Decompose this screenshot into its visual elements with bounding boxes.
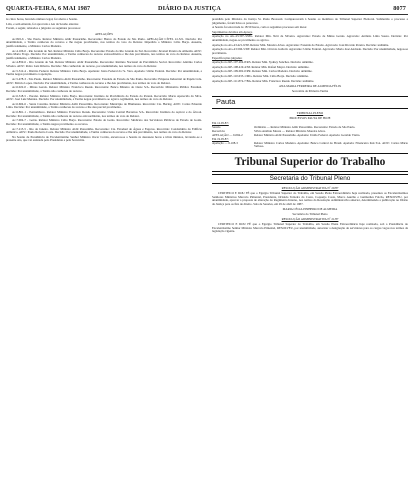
header-page-number: 8077 [393, 5, 406, 12]
pauta-key: Recorrido: [212, 128, 226, 133]
resolution-text: CERTIFICO E DOU FÉ que o Egrégio Tribunal Superior do Trabalho, em Sessão Plena Extraordinária hoje realizada, presentes os Excelentíssimos Senhores Ministros Marcelo Pimentel, Presidente, Orlando Teixeira da Costa, Coqueijo Costa, Marco Aurélio e Guimarães Falcão, RESOLVEU, por unanimidade, aprovar a proposta de alteração do Regimento Interno, nos termos da Resolução Administrativa anterior, determinando a publicação no Diário da Justiça para os fins de direito. Sala de Sessões, em 29 de abril de 1987. [212, 190, 408, 206]
page-header [6, 4, 408, 15]
closing-paragraph: Na Sessão de Presidência do Excelentíssimo Senhor Ministro Oscar Corrêa, encerrou-se a Sessão às dezessete horas e trinta minutos, lavrando-se a presente Ata, que vai assinada pelo Presidente e pela Secretária. [6, 134, 202, 143]
entry: Apelação no RE-110.635-1/MG. Relator Min. Célio Borja. Decisão: unânime. [212, 74, 309, 79]
case-entry: Ac.5.478-3 - São Paulo. Relator Ministro Aldir Passarinho. Recorrente: Fazenda do Estado de São Paulo. Recorrido: Empresa Industrial de Papéis Ltda. ADV.: Márcio Lopes. Decisão: Por unanimidade, a Turma conheceu do recurso e lhe deu provimento, nos termos do voto do Relator. [6, 76, 202, 85]
header-date: QUARTA-FEIRA, 6 MAI 1987 [6, 5, 91, 12]
pauta-date: Em 19.05.87: [212, 136, 229, 141]
case-entry: Ac.6.022-0 - Minas Gerais. Relator Ministro Francisco Rezek. Recorrente: Banco Mineiro do Oeste S/A. Recorrido: Ministério Público Estadual. Decisão: Por unanimidade, a Turma não conheceu do recurso. [6, 85, 202, 93]
case-entry: Ac.6.861-1 - Pernambuco. Relator Ministro Francisco Rezek. Recorrente: Usina Central Barreiros S/A. Recorrido: Instituto do Açúcar e do Álcool. Decisão: Por unanimidade, a Turma não conheceu do recurso extraordinário, nos termos do voto do Relator. [6, 110, 202, 118]
pauta-key: APELAÇÃO — 6.094-2 [212, 132, 243, 137]
pauta-row [212, 134, 408, 138]
note-paragraph: A Sessão foi encerrada às 18:50 horas, com os seguintes processos em mesa: [212, 25, 307, 30]
entry: Apelação no RE-107.204-8/RS. Relator Min. Sydney Sanches. Decisão: unânime. [212, 60, 314, 64]
signature-role: Secretária do Tribunal Pleno [292, 211, 328, 216]
entry: Apelação no AG-43.421-9/SP. Relator Min. Moreira Alves. Agravante: Fazenda do Estado. Agravado: José Ricardo Pereira. Decisão: unânime. [212, 42, 390, 47]
pauta-date: Em 12.05.87: [212, 121, 229, 126]
case-entry: Ac.4.106-0 - Rio Grande do Sul. Relator Ministro Célio Borja. Recorrente: Estado do Rio Grande do Sul. Recorrido: Juvenal Pereira de Almeida. ADV.: Zélia Maria Fraga. Decisão: Por unanimidade, a Turma conheceu do recurso extraordinário e lhe deu provimento, nos termos do voto do Relator. Ausente, justificadamente, o Ministro Carlos Madeira. [6, 48, 202, 60]
case-entry: Ac.7.004-7 - Goiás. Relator Ministro Célio Borja. Recorrente: Estado de Goiás. Recorrido: Sindicato dos Servidores Públicos do Estado de Goiás. Decisão: Por unanimidade, a Turma negou provimento ao recurso. [6, 118, 202, 126]
case-entry: Ac.6.604-6 - Santa Catarina. Relator Ministro Aldir Passarinho. Recorrente: Município de Blumenau. Recorrida: Cia. Hering. ADV.: Carlos Eduardo Lima. Decisão: Por unanimidade, a Turma conheceu do recurso e lhe deu parcial provimento. [6, 101, 202, 110]
pauta-value: Silvio Antônio Moura — Relator Ministro Moreira Alves. [254, 128, 326, 133]
pauta-key: Sessão [212, 124, 221, 129]
signature-name: ANA MARIA FERREIRA DE ALMEIDA FÉLIX [278, 84, 342, 89]
case-entry: Ac.7.215-5 - Rio de Janeiro. Relator Ministro Aldir Passarinho. Recorrente: Cia. Estadual de Águas e Esgotos. Recorrido: Condomínio do Edifício Atlântico. ADV.: Paulo Roberto Costa. Decisão: Por unanimidade, a Turma conheceu do recurso e lhe deu provimento, nos termos do voto do Relator. [6, 126, 202, 135]
newspaper-page [6, 4, 408, 496]
intro-paragraph: presidida pelo Ministro da Justiça Sr. Paulo Brossard. Compareceram à Sessão os membros do Tribunal Superior Eleitoral. Submetido o processo a julgamento, foram lidos os pareceres. [212, 17, 408, 25]
pauta-value: Relator Ministro Carlos Madeira. Apelante: Banco Central do Brasil. Apelada: Financeira Itaú S/A. ADV.: Carlos Mário Velloso. [254, 140, 408, 149]
pauta-value: Ordinária — Relator Ministro Aldir Passarinho. Recorrente: Estado de São Paulo. [254, 124, 356, 129]
pauta-title: Pauta [212, 96, 408, 109]
pauta-subtitle: TRIBUNAL PLENO [296, 110, 324, 115]
secretaria-title: Secretaria do Tribunal Pleno [212, 174, 408, 184]
case-entry: Ac.845-6 - São Paulo. Relator Ministro Aldir Passarinho. Recorrente: Banco do Estado de São Paulo. APELAÇÃO CÍVEL 41.321. Decisão: Por unanimidade, a Turma conheceu do recurso e lhe negou provimento, nos termos do voto do Relator. Impedido o Ministro Célio Borja. Ausente, justificadamente, o Ministro Carlos Madeira. [6, 36, 202, 48]
right-column [212, 18, 408, 235]
case-entry: Ac.5.312-4 - Distrito Federal. Relator Ministro Célio Borja. Apelante: Juízo Federal da 7a. Vara. Apelado: União Federal. Decisão: Por unanimidade, a Turma negou provimento à apelação. [6, 68, 202, 77]
entry: Apelação no AG-43.397-3/MG. Relator Min. Néri da Silveira. Agravante: Estado de Minas Gerais. Agravado: Antônio Lima Souza. Decisão: Por unanimidade, negou-se provimento ao agravo. [212, 34, 408, 42]
entry: Apelação no RE-108.419-4/SP. Relator Min. Rafael Mayer. Decisão: unânime. [212, 64, 310, 69]
header-publication: DIÁRIO DA JUSTIÇA [158, 5, 221, 12]
tribunal-title: Tribunal Superior do Trabalho [212, 153, 408, 172]
left-column [6, 18, 202, 144]
intro-line: às cinco horas, havendo número legal, foi aberta a Sessão. [6, 17, 78, 21]
resolution-title: RESOLUÇÃO ADMINISTRATIVA Nº 21/87 [281, 217, 339, 222]
pauta-key: Apelação — 6.108-3 [212, 140, 238, 145]
entry: Apelação no RE-109.002-0/PR. Relator Min. Carlos Madeira. Decisão: unânime. [212, 69, 313, 74]
intro-line: Lida, e sem emenda, foi aprovada a Ata da Sessão anterior. [6, 21, 79, 26]
case-entry: Ac.6.318-5 - Paraná. Relator Ministro Célio Borja. Recorrente: Instituto de Previdência do Estado do Paraná. Recorrida: Maria Aparecida da Silva. ADV.: José Luiz Mendes. Decisão: Por unanimidade, a Turma negou provimento ao agravo regimental, nos termos do voto do Relator. [6, 93, 202, 102]
signature-role: Secretária da Primeira Turma [291, 89, 329, 94]
subtitle: Suprimentos devidos em Apreço [212, 30, 253, 35]
pauta-row [212, 142, 408, 149]
pauta-caption: PROCESSOS PAUTA DE HOJE [289, 115, 331, 120]
entry: Apelação no RE-111.874-7/BA. Relator Min. Francisco Rezek. Decisão: unânime. [212, 78, 315, 83]
subtitle: Especificações julgadas: [212, 55, 243, 60]
pauta-value: Relator Ministro Aldir Passarinho. Apelante: União Federal. Apelado: Geraldo Vieira. [254, 132, 361, 137]
entry: Apelação no AG-43.566-5/DF. Relator Min. Octavio Gallotti. Agravante: União Federal. Agravado: Maria José Andrade. Decisão: Por unanimidade, negou-se provimento. [212, 47, 408, 55]
resolution-text: CERTIFICO E DOU FÉ que o Egrégio Tribunal Superior do Trabalho, em Sessão Plena Extraordinária hoje realizada, sob a Presidência do Excelentíssimo Senhor Ministro Marcelo Pimentel, RESOLVEU, por unanimidade, autorizar a designação de servidores para os cargos vagos nos termos da legislação vigente. [212, 222, 408, 234]
intro-line: Foram, a seguir, relatados e julgados os seguintes processos: [6, 26, 81, 31]
case-entry: Ac.4.859-6 - Rio Grande do Sul. Relator Ministro Aldir Passarinho. Recorrente: Instituto Nacional de Previdência Social. Recorrido: Antônio Carlos Silveira. ADV.: Pedro Luiz Ribeiro. Decisão: Não conhecido do recurso, por unanimidade, nos termos do voto do Relator. [6, 60, 202, 68]
resolution-title: RESOLUÇÃO ADMINISTRATIVA Nº 20/87 [281, 185, 339, 190]
section-title: APELAÇÕES [95, 31, 113, 36]
signature-name: MARIA CÉLIA PINHEIRO DE ALMEIDA [282, 206, 338, 211]
